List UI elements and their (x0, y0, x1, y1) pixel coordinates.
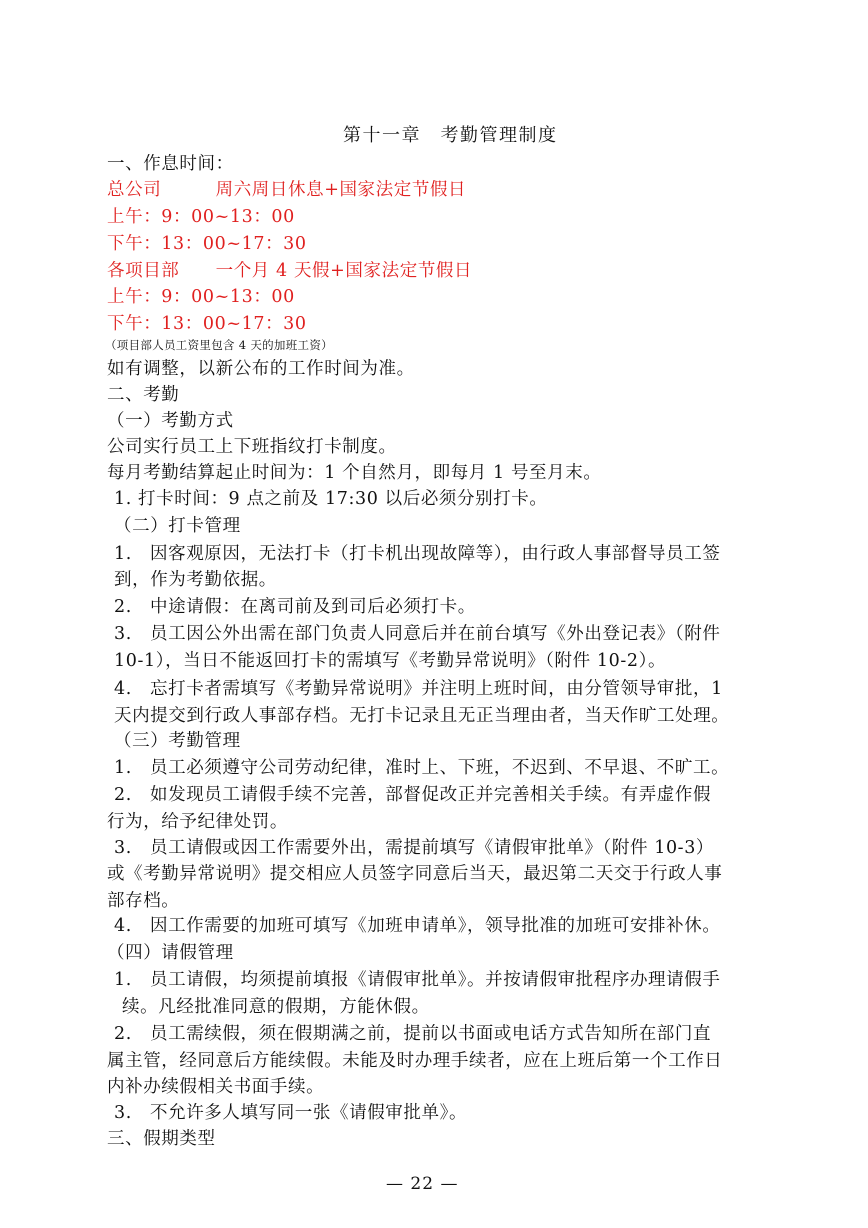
schedule-line: 上午：9：00~13：00 (107, 207, 295, 227)
schedule-line: 各项目部 一个月 4 天假+国家法定节假日 (107, 261, 473, 281)
page-number: — 22 — (386, 1174, 459, 1194)
list-item: 1. 因客观原因，无法打卡（打卡机出现故障等），由行政人事部督导员工签 (114, 544, 721, 564)
list-item-cont: 或《考勤异常说明》提交相应人员签字同意后当天，最迟第二天交于行政人事 (107, 864, 723, 884)
subsection-heading: （三）考勤管理 (114, 731, 241, 751)
list-item: 1. 员工请假，均须提前填报《请假审批单》。并按请假审批程序办理请假手 (114, 970, 721, 990)
section-heading: 三、假期类型 (107, 1129, 216, 1149)
list-item: 4. 忘打卡者需填写《考勤异常说明》并注明上班时间，由分管领导审批，1 (114, 679, 723, 699)
list-item: 2. 员工需续假，须在假期满之前，提前以书面或电话方式告知所在部门直 (114, 1024, 712, 1044)
list-item-cont: 部存档。 (107, 891, 180, 911)
paragraph: 每月考勤结算起止时间为：1 个自然月，即每月 1 号至月末。 (107, 463, 602, 483)
note-text: （项目部人员工资里包含 4 天的加班工资） (105, 338, 333, 352)
paragraph: 公司实行员工上下班指纹打卡制度。 (107, 437, 397, 457)
paragraph: 如有调整，以新公布的工作时间为准。 (107, 359, 415, 379)
paragraph: 1. 打卡时间：9 点之前及 17:30 以后必须分别打卡。 (114, 489, 548, 509)
list-item: 2. 中途请假：在离司前及到司后必须打卡。 (114, 597, 476, 617)
list-item-cont: 内补办续假相关书面手续。 (107, 1077, 325, 1097)
list-item: 2. 如发现员工请假手续不完善，部督促改正并完善相关手续。有弄虚作假 (114, 785, 712, 805)
list-item: 3. 员工因公外出需在部门负责人同意后并在前台填写《外出登记表》（附件 (114, 624, 721, 644)
section-heading: 一、作息时间： (107, 154, 234, 174)
list-item-cont: 天内提交到行政人事部存档。无打卡记录且无正当理由者，当天作旷工处理。 (114, 706, 730, 726)
list-item-cont: 到，作为考勤依据。 (114, 570, 277, 590)
chapter-title: 第十一章 考勤管理制度 (343, 125, 558, 146)
list-item-cont: 10-1），当日不能返回打卡的需填写《考勤异常说明》（附件 10-2）。 (114, 651, 667, 671)
schedule-line: 总公司 周六周日休息+国家法定节假日 (107, 180, 467, 200)
schedule-line: 上午：9：00~13：00 (107, 287, 295, 307)
subsection-heading: （一）考勤方式 (107, 411, 234, 431)
list-item: 3. 不允许多人填写同一张《请假审批单》。 (114, 1103, 468, 1123)
list-item-cont: 续。凡经批准同意的假期，方能休假。 (122, 997, 430, 1017)
subsection-heading: （二）打卡管理 (114, 516, 241, 536)
section-heading: 二、考勤 (107, 385, 180, 405)
list-item-cont: 行为，给予纪律处罚。 (107, 812, 288, 832)
list-item: 3. 员工请假或因工作需要外出，需提前填写《请假审批单》（附件 10-3） (114, 838, 715, 858)
list-item: 1. 员工必须遵守公司劳动纪律，准时上、下班，不迟到、不早退、不旷工。 (114, 758, 730, 778)
list-item-cont: 属主管，经同意后方能续假。未能及时办理手续者，应在上班后第一个工作日 (107, 1051, 723, 1071)
list-item: 4. 因工作需要的加班可填写《加班申请单》，领导批准的加班可安排补休。 (114, 916, 721, 936)
schedule-line: 下午：13：00~17：30 (107, 314, 307, 334)
schedule-line: 下午：13：00~17：30 (107, 234, 307, 254)
subsection-heading: （四）请假管理 (107, 943, 234, 963)
